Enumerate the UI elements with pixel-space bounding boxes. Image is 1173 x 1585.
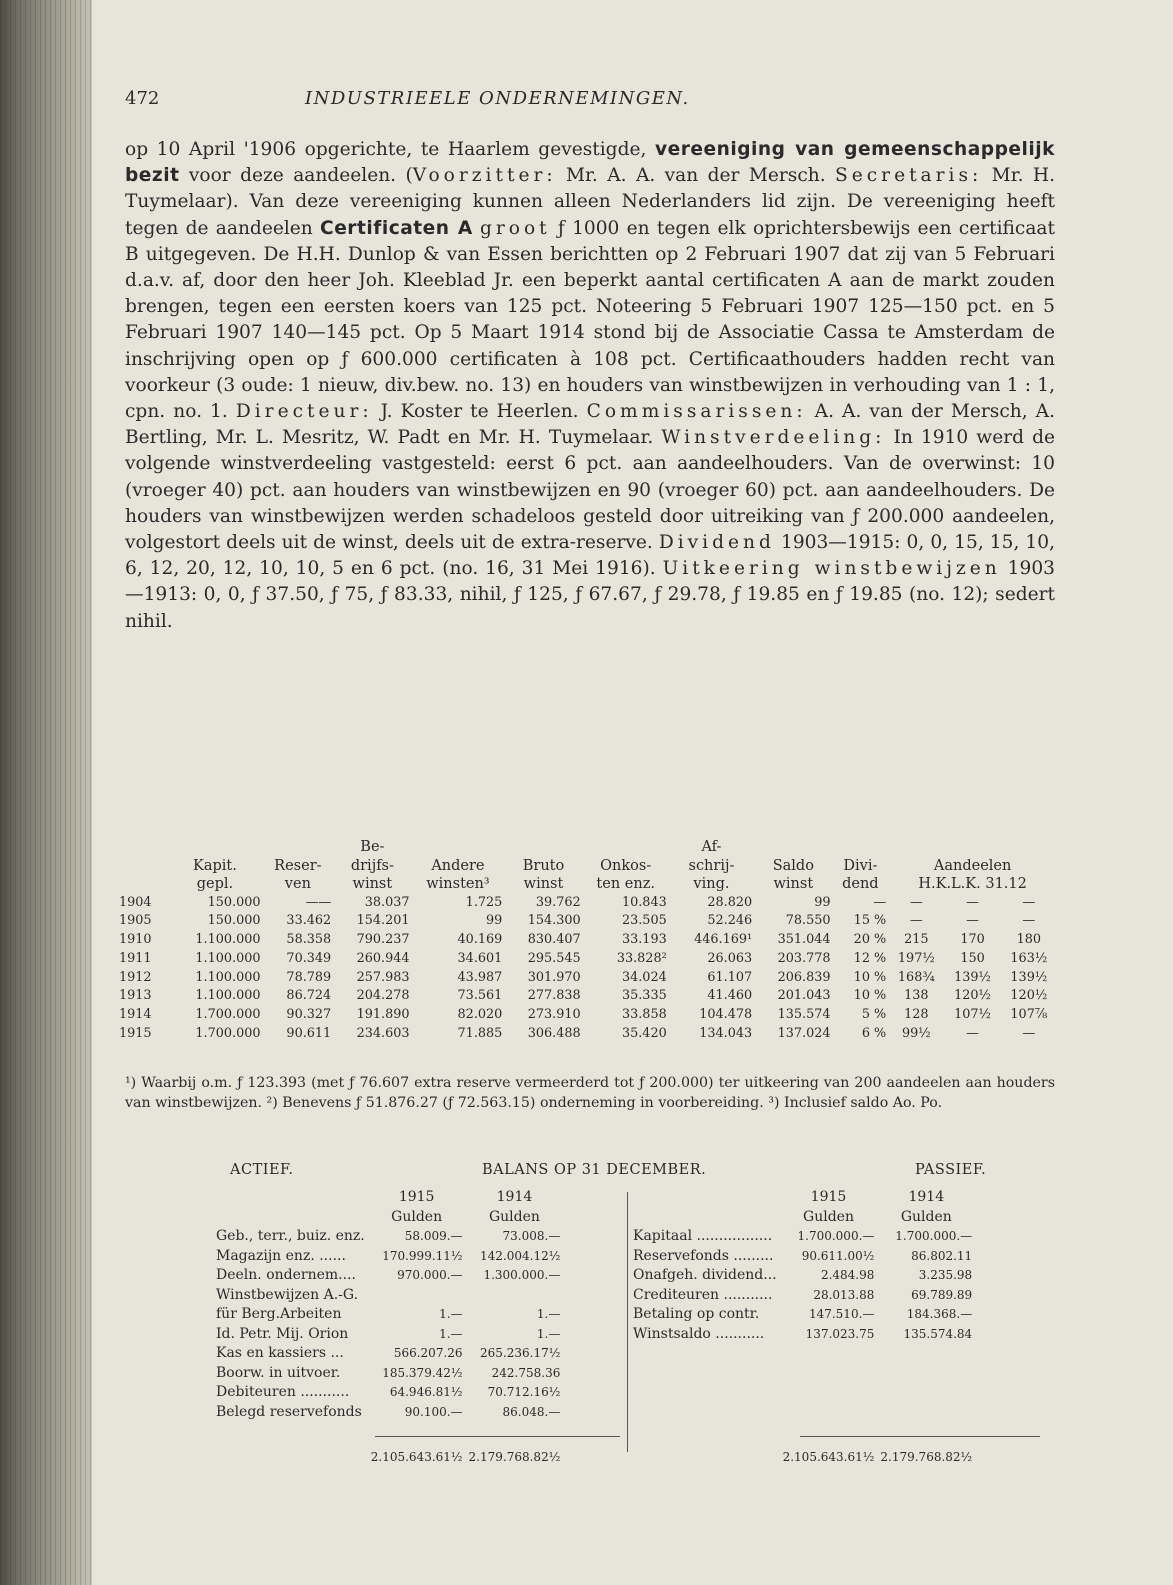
balance-row	[213, 1364, 563, 1384]
year-1914: 1914	[908, 1189, 945, 1205]
cell-year: 1913	[119, 988, 152, 1004]
cell-kapit: 1.100.000	[195, 969, 261, 985]
cell-aandeelen-k: 120½	[954, 988, 991, 1004]
value-1914: 69.789.89	[911, 1287, 973, 1302]
cell-afschrijving: 52.246	[707, 913, 753, 929]
cell-bruto: 306.488	[527, 1026, 581, 1042]
cell-onkosten: 23.505	[621, 913, 667, 929]
spaced-term: Directeur:	[235, 401, 373, 423]
balance-row	[213, 1325, 563, 1345]
cell-andere: 82.020	[457, 1007, 503, 1023]
text: op 10 April '1906 opgerichte, te Haarlem gevestigde,	[125, 139, 655, 160]
spaced-term: Voorzitter:	[412, 165, 557, 187]
total-1914: 2.179.768.82½	[468, 1450, 561, 1464]
cell-bruto: 830.407	[527, 932, 581, 948]
column-divider	[627, 1192, 628, 1452]
spaced-term: Secretaris:	[835, 165, 983, 187]
cell-afschrijving: 41.460	[707, 988, 753, 1004]
cell-onkosten: 35.335	[621, 988, 667, 1004]
unit-label: Gulden	[803, 1208, 854, 1225]
text: A. A. van der Mersch, A. Bertling, Mr. L. Mesritz, W. Padt en Mr. H. Tuymelaar.	[125, 401, 1056, 449]
cell-kapit: 1.100.000	[195, 988, 261, 1004]
actief-table	[213, 1188, 563, 1468]
unit-label: Gulden	[900, 1208, 952, 1225]
cell-dividend	[833, 912, 889, 931]
value-1915: 90.611.00½	[801, 1248, 875, 1263]
dividend-value: 10	[853, 969, 870, 985]
total-1915: 2.105.643.61½	[370, 1450, 463, 1464]
value-1914: 73.008.—	[502, 1229, 561, 1243]
cell-reserven: 58.358	[286, 932, 332, 948]
passief-table	[630, 1188, 975, 1468]
cell-year: 1904	[119, 894, 152, 910]
cell-bedrijfswinst: 260.944	[356, 950, 410, 966]
balance-label: Belegd reservefonds	[216, 1403, 362, 1420]
header-cell: dend	[842, 876, 879, 892]
balance-label: Onafgeh. dividend...	[633, 1267, 777, 1283]
cell-aandeelen-k: 107½	[954, 1007, 991, 1023]
balance-label: Betaling op contr.	[633, 1306, 760, 1322]
value-1915: 1.—	[439, 1307, 463, 1321]
cell-aandeelen-h: 128	[904, 1007, 929, 1023]
value-1914: 142.004.12½	[480, 1248, 561, 1263]
cell-bruto: 277.838	[527, 988, 581, 1004]
value-1914	[466, 1286, 564, 1306]
percent-sign: %	[874, 932, 887, 948]
balance-row	[630, 1286, 975, 1306]
cell-onkosten: 34.024	[621, 969, 667, 985]
value-1915: 1.—	[439, 1326, 463, 1341]
passief-label: PASSIEF.	[915, 1162, 987, 1178]
table-row	[117, 987, 1057, 1006]
cell-saldo: 206.839	[777, 969, 831, 985]
text	[473, 218, 480, 239]
text: Mr. A. A. van der Mersch.	[556, 165, 836, 187]
text: ƒ 1000 en tegen elk oprichtersbewijs een certificaat B uitgegeven. De H.H. Dunlop & van Essen berichtten op 2 Februari 1907 dat zij van 5 Februari d.a.v. af, door den heer Joh. Kleeblad Jr. een beperkt aantal certificaten A aan de markt zouden brengen, tegen een eersten koers van 125 pct. Noteering 5 Februari 1907 125—150 pct. en 5 Februari 1907 140—145 pct. Op 5 Maart 1914 stond bij de Associatie Cassa te Amsterdam de inschrijving open op ƒ 600.000 certificaten à 108 pct. Certificaathouders hadden recht van voorkeur (3 oude: 1 nieuw, div.bew. no. 13) en houders van winstbewijzen in verhouding van 1 : 1, cpn. no. 1.	[125, 217, 1055, 423]
year-1915: 1915	[398, 1189, 435, 1205]
table-row	[117, 912, 1057, 931]
cell-onkosten: 33.193	[621, 932, 667, 948]
value-1914: 184.368.—	[906, 1307, 973, 1321]
cell-dividend	[833, 969, 889, 988]
body-paragraph	[125, 137, 1055, 635]
value-1915	[368, 1286, 466, 1306]
cell-aandeelen-l: 180	[1016, 932, 1042, 948]
cell-dividend	[833, 950, 889, 969]
unit-header-row	[213, 1208, 563, 1228]
header-cell: Be-	[360, 839, 385, 855]
table-header-row	[117, 838, 1057, 857]
cell-reserven: ——	[305, 894, 332, 910]
spacer-row	[630, 1383, 975, 1403]
cell-year: 1915	[119, 1026, 152, 1042]
header-cell: winst	[352, 876, 393, 892]
total-1915: 2.105.643.61½	[782, 1450, 875, 1464]
spaced-term: Commissarissen:	[586, 401, 807, 423]
cell-onkosten: 33.828²	[616, 950, 667, 966]
cell-andere: 73.561	[457, 988, 503, 1004]
cell-dividend	[833, 1006, 889, 1025]
cell-bruto: 39.762	[535, 894, 581, 910]
dividend-value: 6	[861, 1026, 870, 1042]
header-cell: Kapit.	[193, 857, 237, 874]
actief-label: ACTIEF.	[230, 1162, 294, 1178]
cell-kapit: 1.700.000	[195, 1007, 261, 1023]
balance-row	[213, 1383, 563, 1403]
cell-bruto: 301.970	[527, 969, 581, 985]
value-1915: 1.700.000.—	[797, 1229, 875, 1243]
cell-bedrijfswinst: 257.983	[356, 969, 410, 985]
cell-onkosten: 10.843	[621, 894, 667, 910]
dividend-value: 15	[853, 913, 870, 929]
value-1914: 1.300.000.—	[483, 1268, 561, 1282]
cell-saldo: 201.043	[777, 988, 831, 1004]
cell-reserven: 78.789	[286, 969, 332, 985]
cell-afschrijving: 134.043	[699, 1026, 753, 1042]
table-row	[117, 1025, 1057, 1044]
cell-aandeelen-l: —	[1022, 1026, 1036, 1042]
table-row	[117, 969, 1057, 988]
cell-saldo: 203.778	[777, 950, 831, 966]
cell-aandeelen-l: 107⅞	[1010, 1007, 1048, 1023]
header-cell: Andere	[431, 857, 485, 874]
cell-year: 1914	[119, 1007, 152, 1023]
text: In 1910 werd de volgende winstverdeeling vastgesteld: eerst 6 pct. aan aandeelhouders. Van de overwinst: 10 (vroeger 40) pct. aan houders van winstbewijzen en 90 (vroeger 60) pct. aan aandeelhouders. De houders van winstbewijzen werden schadeloos gesteld door uitreiking van ƒ 200.000 aandeelen, volgestort deels uit de winst, deels uit de extra-reserve.	[125, 427, 1055, 554]
percent-sign: %	[874, 1026, 887, 1042]
cell-bedrijfswinst: 154.201	[356, 913, 410, 929]
header-cell: ving.	[693, 876, 730, 892]
text: 1903—1913: 0, 0, ƒ 37.50, ƒ 75, ƒ 83.33, nihil, ƒ 125, ƒ 67.67, ƒ 29.78, ƒ 19.85 en ƒ 19.85 (no. 12); sedert nihil.	[125, 558, 1055, 632]
table-row	[117, 894, 1057, 913]
value-1915: 58.009.—	[404, 1229, 463, 1243]
balance-label: Kapitaal .................	[633, 1228, 773, 1244]
cell-year: 1905	[119, 913, 152, 929]
cell-aandeelen-h: —	[909, 913, 923, 929]
year-1915: 1915	[810, 1189, 847, 1205]
value-1914: 86.048.—	[502, 1404, 561, 1419]
page-number: 472	[125, 88, 160, 109]
cell-andere: 71.885	[457, 1026, 503, 1042]
balance-row	[630, 1266, 975, 1286]
cell-saldo: 135.574	[777, 1007, 831, 1023]
value-1915: 970.000.—	[397, 1268, 463, 1282]
cell-afschrijving: 26.063	[707, 950, 753, 966]
balance-row	[213, 1286, 563, 1306]
text: Mr. H. Tuymelaar). Van deze vereeniging kunnen alleen Nederlanders lid zijn. De vereeniging heeft tegen de aandeelen	[125, 165, 1056, 239]
cell-aandeelen-k: —	[966, 1026, 979, 1042]
balance-row	[630, 1247, 975, 1267]
running-head	[125, 88, 1055, 116]
percent-sign: %	[874, 988, 887, 1004]
value-1915: 2.484.98	[820, 1268, 875, 1282]
value-1914: 70.712.16½	[487, 1385, 561, 1399]
header-cell: ten enz.	[596, 876, 655, 892]
cell-reserven: 90.611	[286, 1026, 332, 1042]
dividend-value: 12	[853, 950, 870, 966]
text: 1903—1915: 0, 0, 15, 15, 10, 6, 12, 20, 12, 10, 10, 5 en 6 pct. (no. 16, 31 Mei 1916).	[125, 532, 1055, 580]
cell-dividend	[833, 931, 889, 950]
cell-dividend	[833, 1025, 889, 1044]
cell-bruto: 273.910	[527, 1007, 581, 1023]
header-cell: Bruto	[522, 857, 565, 874]
value-1914: 3.235.98	[918, 1268, 973, 1282]
cell-afschrijving: 61.107	[707, 969, 753, 985]
total-rule	[375, 1436, 620, 1437]
value-1914: 1.700.000.—	[895, 1229, 973, 1243]
cell-afschrijving: 28.820	[707, 894, 753, 910]
cell-kapit: 150.000	[207, 894, 261, 910]
cell-aandeelen-h: 99½	[901, 1026, 931, 1042]
financial-table	[117, 838, 1057, 1044]
total-rule	[800, 1436, 1040, 1437]
balance-row	[630, 1305, 975, 1325]
unit-label: Gulden	[391, 1208, 443, 1225]
total-row	[630, 1422, 975, 1468]
cell-bedrijfswinst: 204.278	[356, 988, 410, 1004]
value-1915: 90.100.—	[404, 1404, 463, 1419]
cell-saldo: 99	[814, 894, 831, 910]
spacer-row	[630, 1344, 975, 1364]
cell-aandeelen-l: —	[1022, 894, 1036, 910]
balance-row	[213, 1305, 563, 1325]
cell-aandeelen-l: 139½	[1010, 969, 1048, 985]
cell-kapit: 1.100.000	[195, 950, 261, 966]
balance-row	[213, 1266, 563, 1286]
cell-onkosten: 35.420	[621, 1026, 667, 1042]
header-cell: Af-	[701, 839, 722, 855]
balance-label: Winstbewijzen A.-G.	[216, 1286, 359, 1303]
value-1915: 147.510.—	[808, 1307, 875, 1321]
cell-andere: 40.169	[457, 932, 503, 948]
spacer-row	[630, 1403, 975, 1423]
table-row	[117, 950, 1057, 969]
spaced-term: groot	[480, 217, 551, 239]
cell-aandeelen-h: —	[909, 894, 923, 910]
cell-reserven: 86.724	[286, 988, 332, 1004]
header-cell: ven	[284, 876, 311, 892]
total-label	[630, 1422, 780, 1468]
cell-aandeelen-h: 138	[904, 988, 929, 1004]
cell-saldo: 78.550	[785, 913, 831, 929]
year-header-row	[213, 1188, 563, 1208]
cell-andere: 43.987	[457, 969, 503, 985]
bold-term: Certificaten A	[320, 217, 473, 239]
cell-kapit: 150.000	[207, 913, 261, 929]
cell-reserven: 33.462	[286, 913, 332, 929]
bold-term: vereeniging van gemeenschappelijk bezit	[125, 139, 1055, 187]
cell-aandeelen-l: 120½	[1010, 988, 1048, 1004]
balance-label: Reservefonds .........	[633, 1247, 774, 1264]
cell-bedrijfswinst: 191.890	[356, 1007, 410, 1023]
total-label	[213, 1422, 368, 1468]
value-1915: 28.013.88	[813, 1287, 875, 1302]
header-cell: H.K.L.K. 31.12	[918, 876, 1027, 892]
header-cell: gepl.	[196, 876, 234, 892]
value-1915: 185.379.42½	[382, 1365, 463, 1380]
spaced-term: Uitkeering winstbewijzen	[662, 558, 1001, 580]
header-cell: Reser-	[274, 857, 322, 874]
table-row	[117, 1006, 1057, 1025]
percent-sign: %	[874, 913, 887, 929]
cell-aandeelen-h: 215	[904, 932, 929, 948]
cell-kapit: 1.700.000	[195, 1026, 261, 1042]
cell-year: 1910	[119, 932, 152, 948]
value-1915: 64.946.81½	[389, 1385, 463, 1399]
cell-saldo: 351.044	[777, 932, 831, 948]
year-header-row	[630, 1188, 975, 1208]
section-title: INDUSTRIEELE ONDERNEMINGEN.	[305, 88, 690, 109]
cell-andere: 99	[486, 913, 503, 929]
spaced-term: Dividend	[658, 532, 775, 554]
cell-bruto: 295.545	[527, 950, 581, 966]
cell-aandeelen-k: —	[966, 894, 979, 910]
cell-bedrijfswinst: 38.037	[364, 894, 410, 910]
header-cell: winsten³	[426, 876, 490, 892]
cell-aandeelen-k: 150	[960, 950, 985, 966]
balance-label: Debiteuren ...........	[216, 1384, 350, 1400]
value-1915: 170.999.11½	[382, 1248, 463, 1263]
balance-label: für Berg.Arbeiten	[216, 1306, 342, 1322]
balance-row	[630, 1325, 975, 1345]
value-1914: 86.802.11	[911, 1248, 973, 1263]
percent-sign: %	[874, 969, 887, 985]
dividend-value: 5	[861, 1007, 870, 1023]
cell-year: 1912	[119, 969, 152, 985]
text: voor deze aandeelen. (	[179, 165, 413, 187]
percent-sign: %	[874, 950, 887, 966]
cell-kapit: 1.100.000	[195, 932, 261, 948]
unit-header-row	[630, 1208, 975, 1228]
cell-aandeelen-h: 168¾	[897, 969, 935, 985]
cell-andere: 34.601	[457, 950, 503, 966]
spaced-term: Winstverdeeling:	[661, 427, 886, 449]
dividend-value: 10	[853, 988, 870, 1004]
dividend-value: 20	[853, 932, 870, 948]
binding-page-edges	[0, 0, 92, 1585]
cell-reserven: 70.349	[286, 950, 332, 966]
unit-label: Gulden	[488, 1208, 540, 1225]
table-header-row	[117, 857, 1057, 876]
balance-row	[213, 1403, 563, 1423]
balance-label: Winstsaldo ...........	[633, 1325, 765, 1342]
balance-label: Id. Petr. Mij. Orion	[216, 1325, 349, 1342]
balance-row	[213, 1247, 563, 1267]
balance-row	[213, 1227, 563, 1247]
total-row	[213, 1422, 563, 1468]
cell-aandeelen-l: —	[1022, 913, 1036, 929]
value-1914: 242.758.36	[491, 1365, 561, 1380]
spacer-row	[630, 1364, 975, 1384]
balance-label: Kas en kassiers ...	[216, 1345, 344, 1361]
balance-label: Deeln. ondernem....	[216, 1267, 356, 1283]
table-header-row	[117, 875, 1057, 894]
cell-onkosten: 33.858	[621, 1007, 667, 1023]
balance-label: Geb., terr., buiz. enz.	[216, 1228, 365, 1244]
header-cell: winst	[773, 876, 814, 892]
cell-bedrijfswinst: 234.603	[356, 1026, 410, 1042]
header-cell: drijfs-	[350, 857, 394, 874]
value-1914: 1.—	[536, 1326, 561, 1341]
cell-bruto: 154.300	[527, 913, 581, 929]
cell-andere: 1.725	[465, 894, 503, 910]
cell-afschrijving: 104.478	[699, 1007, 753, 1023]
balance-title: BALANS OP 31 DECEMBER.	[482, 1162, 707, 1178]
cell-afschrijving: 446.169¹	[694, 932, 753, 948]
balance-label: Magazijn enz. ......	[216, 1247, 346, 1264]
balance-label: Boorw. in uitvoer.	[216, 1364, 341, 1381]
cell-aandeelen-k: 139½	[954, 969, 991, 985]
cell-year: 1911	[119, 950, 152, 966]
total-1914: 2.179.768.82½	[880, 1450, 973, 1464]
value-1915: 137.023.75	[805, 1326, 875, 1341]
table-row	[117, 931, 1057, 950]
header-cell: Divi-	[843, 857, 878, 874]
cell-dividend	[833, 894, 889, 913]
cell-aandeelen-k: —	[966, 913, 979, 929]
balance-row	[630, 1227, 975, 1247]
value-1914: 265.236.17½	[480, 1346, 561, 1360]
text: J. Koster te Heerlen.	[372, 401, 587, 423]
header-cell: schrij-	[688, 857, 735, 874]
cell-bedrijfswinst: 790.237	[356, 932, 410, 948]
cell-aandeelen-h: 197½	[897, 950, 935, 966]
balance-row	[213, 1344, 563, 1364]
value-1915: 566.207.26	[393, 1346, 463, 1360]
dividend-value: —	[873, 894, 887, 910]
header-cell: winst	[523, 876, 564, 892]
header-cell: Saldo	[772, 857, 814, 874]
cell-aandeelen-k: 170	[960, 932, 985, 948]
value-1914: 1.—	[536, 1307, 561, 1321]
cell-dividend	[833, 987, 889, 1006]
cell-reserven: 90.327	[286, 1007, 332, 1023]
cell-saldo: 137.024	[777, 1026, 831, 1042]
header-cell: Onkos-	[600, 857, 652, 874]
cell-aandeelen-l: 163½	[1010, 950, 1048, 966]
value-1914: 135.574.84	[903, 1326, 973, 1341]
header-cell: Aandeelen	[933, 857, 1012, 874]
footnotes: ¹) Waarbij o.m. ƒ 123.393 (met ƒ 76.607 extra reserve vermeerderd tot ƒ 200.000) ter uitkeering van 200 aandeelen aan houders van winstbewijzen. ²) Benevens ƒ 51.876.27 (ƒ 72.563.15) onderneming in voorbereiding. ³) Inclusief saldo Ao. Po.	[125, 1075, 1055, 1111]
year-1914: 1914	[496, 1189, 533, 1205]
balance-label: Crediteuren ...........	[633, 1286, 773, 1303]
percent-sign: %	[874, 1007, 887, 1023]
